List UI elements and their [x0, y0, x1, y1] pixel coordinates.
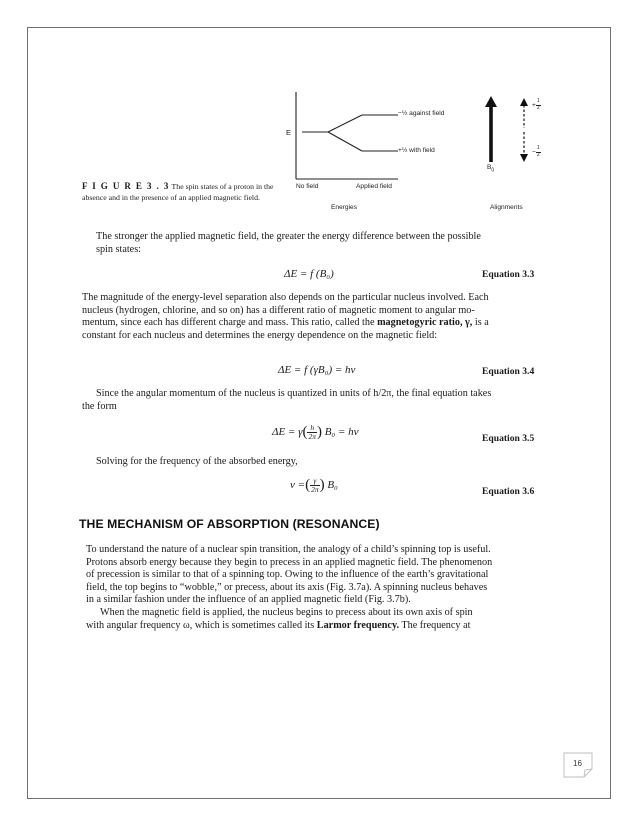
equation-3-6-label: Equation 3.6	[482, 486, 535, 497]
larmor-frequency-term: Larmor frequency.	[316, 619, 400, 631]
split-lower	[328, 132, 362, 151]
figure-label: F I G U R E 3 . 3	[82, 181, 170, 191]
page-number: 16	[573, 759, 582, 768]
equation-3-3: ΔE = f (B₀)	[284, 268, 334, 280]
spin-state-diagram	[280, 88, 465, 188]
figure-caption-text: The spin states of a proton in the absence and in the presence of an applied magnetic field.	[82, 182, 274, 202]
b0-label: $B_0$	[487, 164, 495, 174]
split-upper	[328, 115, 362, 132]
upper-state-label: −½ against field	[398, 110, 445, 117]
paragraph-5: To understand the nature of a nuclear spin transition, the analogy of a child’s spinning top is useful. Protons absorb energy because they begin to precess in an applied magnetic field. The phenomenon of precession is similar to that of a spinning top. Owing to the influence of the earth’s gravitational field, the top begins to “wobble,” or precess, about its axis (Fig. 3.7a). A spinning nucleus behaves in a similar fashion under the influence of an applied magnetic field (Fig. 3.7b).	[86, 544, 493, 606]
paragraph-2: The magnitude of the energy-level separation also depends on the particular nucleus involved. Each nucleus (hydrogen, chlorine, and so on) has a different ratio of magnetic moment to angular mo- mentum, since each has different charge and mass. This ratio, called the magnetogyric ratio, γ, is a constant for each nucleus and determines the energy dependence on the magnetic field:	[82, 292, 489, 341]
paragraph-6: When the magnetic field is applied, the nucleus begins to precess about its own axis of spin with angular frequency ω, which is sometimes called its Larmor frequency. The frequency at	[86, 607, 473, 631]
section-heading: THE MECHANISM OF ABSORPTION (RESONANCE)	[79, 517, 380, 531]
equation-3-4: ΔE = f (γB₀) = hν	[278, 364, 356, 376]
lower-state-label: +½ with field	[398, 147, 435, 154]
equation-3-6: ν =( $\frac{\gamma}{2\pi}$ ) B₀	[290, 476, 338, 494]
align-minus-half: − $\frac{1}{2}$	[532, 145, 540, 158]
field-arrow-icon	[484, 96, 498, 162]
paragraph-3: Since the angular momentum of the nucleus is quantized in units of h/2π, the final equation takes the form	[82, 388, 492, 412]
energy-axis-label: E	[286, 128, 292, 137]
paragraph-4: Solving for the frequency of the absorbed energy,	[96, 456, 298, 467]
spin-alignment-icon	[518, 98, 530, 162]
equation-3-5: ΔE = γ( $\frac{h}{2\pi}$ ) B₀ = hν	[272, 423, 359, 441]
align-plus-half: + $\frac{1}{2}$	[532, 98, 540, 111]
alignments-label: Alignments	[490, 204, 523, 211]
no-field-label: No field	[296, 183, 319, 190]
equation-3-3-label: Equation 3.3	[482, 269, 535, 280]
equation-3-4-label: Equation 3.4	[482, 366, 535, 377]
energies-label: Energies	[331, 204, 358, 211]
paragraph-1: The stronger the applied magnetic field, the greater the energy difference between the possible spin states:	[96, 231, 481, 255]
figure-caption	[82, 181, 282, 203]
magnetogyric-ratio-term: magnetogyric ratio, γ,	[377, 317, 473, 329]
equation-3-5-label: Equation 3.5	[482, 433, 535, 444]
applied-field-label: Applied field	[356, 183, 392, 190]
